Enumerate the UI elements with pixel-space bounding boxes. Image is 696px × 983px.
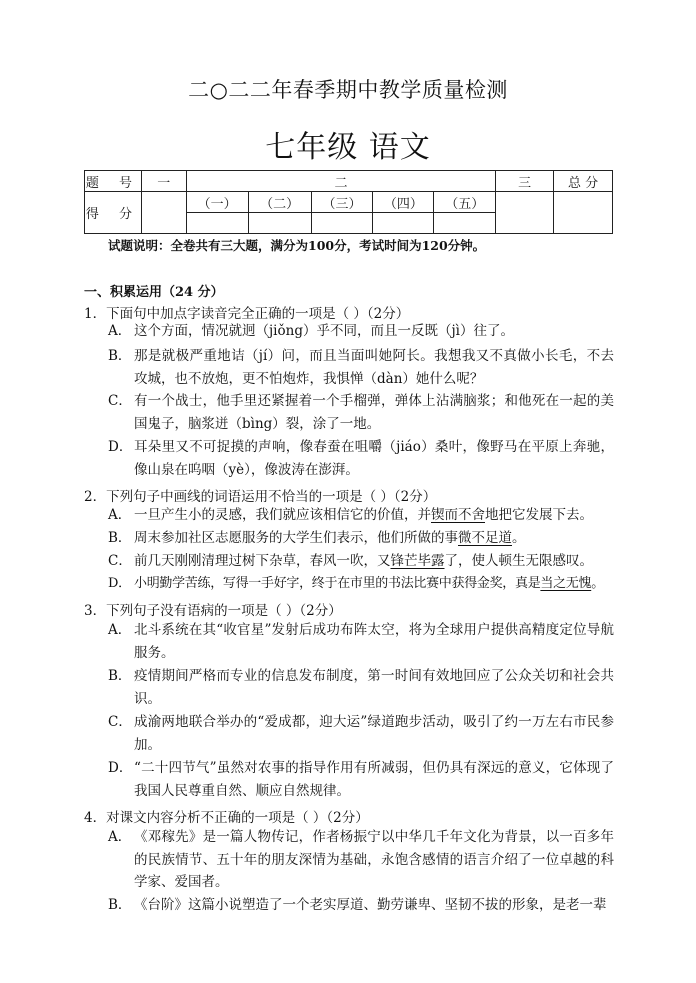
score-subpart-4: （四） — [373, 192, 434, 213]
score-header-part1: 一 — [141, 171, 186, 192]
question-2-option-d: D． 小明勤学苦练，写得一手好字，终于在市里的书法比赛中获得金奖，真是当之无愧。 — [108, 576, 604, 591]
score-cell-sub3 — [311, 213, 373, 234]
score-subpart-3: （三） — [311, 192, 373, 213]
score-cell-sub5 — [434, 213, 496, 234]
score-cell-total — [554, 192, 613, 234]
question-2-option-b: B． 周末参加社区志愿服务的大学生们表示，他们所做的事微不足道。 — [108, 530, 526, 546]
question-2-option-a: A． 一旦产生小的灵感，我们就应该相信它的价值，并锲而不舍地把它发展下去。 — [108, 507, 593, 523]
question-3-option-d: D． “二十四节气”虽然对农事的指导作用有所减弱，但仍具有深远的意义，它体现了我国人民尊重自然、顺应自然规律。 — [108, 760, 614, 799]
score-cell-sub4 — [373, 213, 434, 234]
question-1-option-a: A． 这个方面，情况就迥（jiǒng）乎不同，而且一反既（jì）往了。 — [108, 323, 514, 339]
score-header-label: 题 号 — [85, 171, 142, 192]
section-title: 一、积累运用（24 分） — [84, 285, 224, 300]
score-cell-sub2 — [248, 213, 311, 234]
underlined-phrase: 微不足道 — [458, 530, 512, 546]
question-1-option-b: B． 那是就极严重地诘（jí）问，而且当面叫她阿长。我想我又不真做小长毛，不去攻城，也不放炮，更不怕炮炸，我惧惮（dàn）她什么呢？ — [108, 348, 614, 387]
question-4-stem: 4．对课文内容分析不正确的一项是（ ）（2分） — [84, 810, 369, 826]
score-cell-part3 — [496, 192, 554, 234]
score-row-label: 得 分 — [85, 192, 142, 234]
underlined-phrase: 锲而不舍 — [431, 507, 485, 523]
score-header-total: 总 分 — [554, 171, 613, 192]
score-subpart-2: （二） — [248, 192, 311, 213]
question-3-option-b: B． 疫情期间严格而专业的信息发布制度，第一时间有效地回应了公众关切和社会共识。 — [108, 668, 614, 707]
question-4-option-b: B． 《台阶》这篇小说塑造了一个老实厚道、勤劳谦卑、坚韧不拔的形象，是老一辈 — [108, 897, 607, 913]
question-1-stem: 1．下面句中加点字读音完全正确的一项是（ ）（2分） — [84, 306, 410, 322]
question-1-option-c: C． 有一个战士，他手里还紧握着一个手榴弹，弹体上沾满脑浆；和他死在一起的美国鬼子，脑浆迸（bìng）裂，涂了一地。 — [108, 393, 614, 432]
score-cell-part1 — [141, 192, 186, 234]
question-3-option-c: C． 成渝两地联合举办的“爱成都，迎大运”绿道跑步活动，吸引了约一万左右市民参加。 — [108, 714, 614, 753]
question-4-option-a: A． 《邓稼先》是一篇人物传记，作者杨振宁以中华几千年文化为背景，以一百多年的民族情节、五十年的朋友深情为基础，永饱含感情的语言介绍了一位卓越的科学家、爱国者。 — [108, 829, 614, 890]
underlined-phrase: 当之无愧 — [540, 576, 592, 591]
question-1-option-d: D． 耳朵里又不可捉摸的声响，像春蚕在咀嚼（jiáo）桑叶，像野马在平原上奔驰，像山泉在呜咽（yè），像波涛在澎湃。 — [108, 439, 614, 478]
exam-title: 二○二二年春季期中教学质量检测 — [188, 78, 508, 102]
question-3-option-a: A． 北斗系统在其“收官星”发射后成功布阵太空，将为全球用户提供高精度定位导航服务。 — [108, 622, 614, 661]
score-subpart-5: （五） — [434, 192, 496, 213]
underlined-phrase: 锋芒毕露 — [390, 553, 445, 569]
question-2-stem: 2．下列句子中画线的词语运用不恰当的一项是（ ）（2分） — [84, 489, 437, 505]
question-2-option-c: C． 前几天刚刚清理过树下杂草，春风一吹，又锋芒毕露了，使人顿生无限感叹。 — [108, 553, 593, 569]
exam-instructions: 试题说明：全卷共有三大题，满分为100分，考试时间为120分钟。 — [108, 238, 486, 253]
question-3-stem: 3．下列句子没有语病的一项是（ ）（2分） — [84, 603, 342, 619]
score-subpart-1: （一） — [186, 192, 248, 213]
score-cell-sub1 — [186, 213, 248, 234]
score-header-part2: 二 — [186, 171, 496, 192]
exam-subject-title: 七年级 语文 — [265, 130, 431, 165]
score-header-part3: 三 — [496, 171, 554, 192]
score-table — [84, 170, 613, 234]
